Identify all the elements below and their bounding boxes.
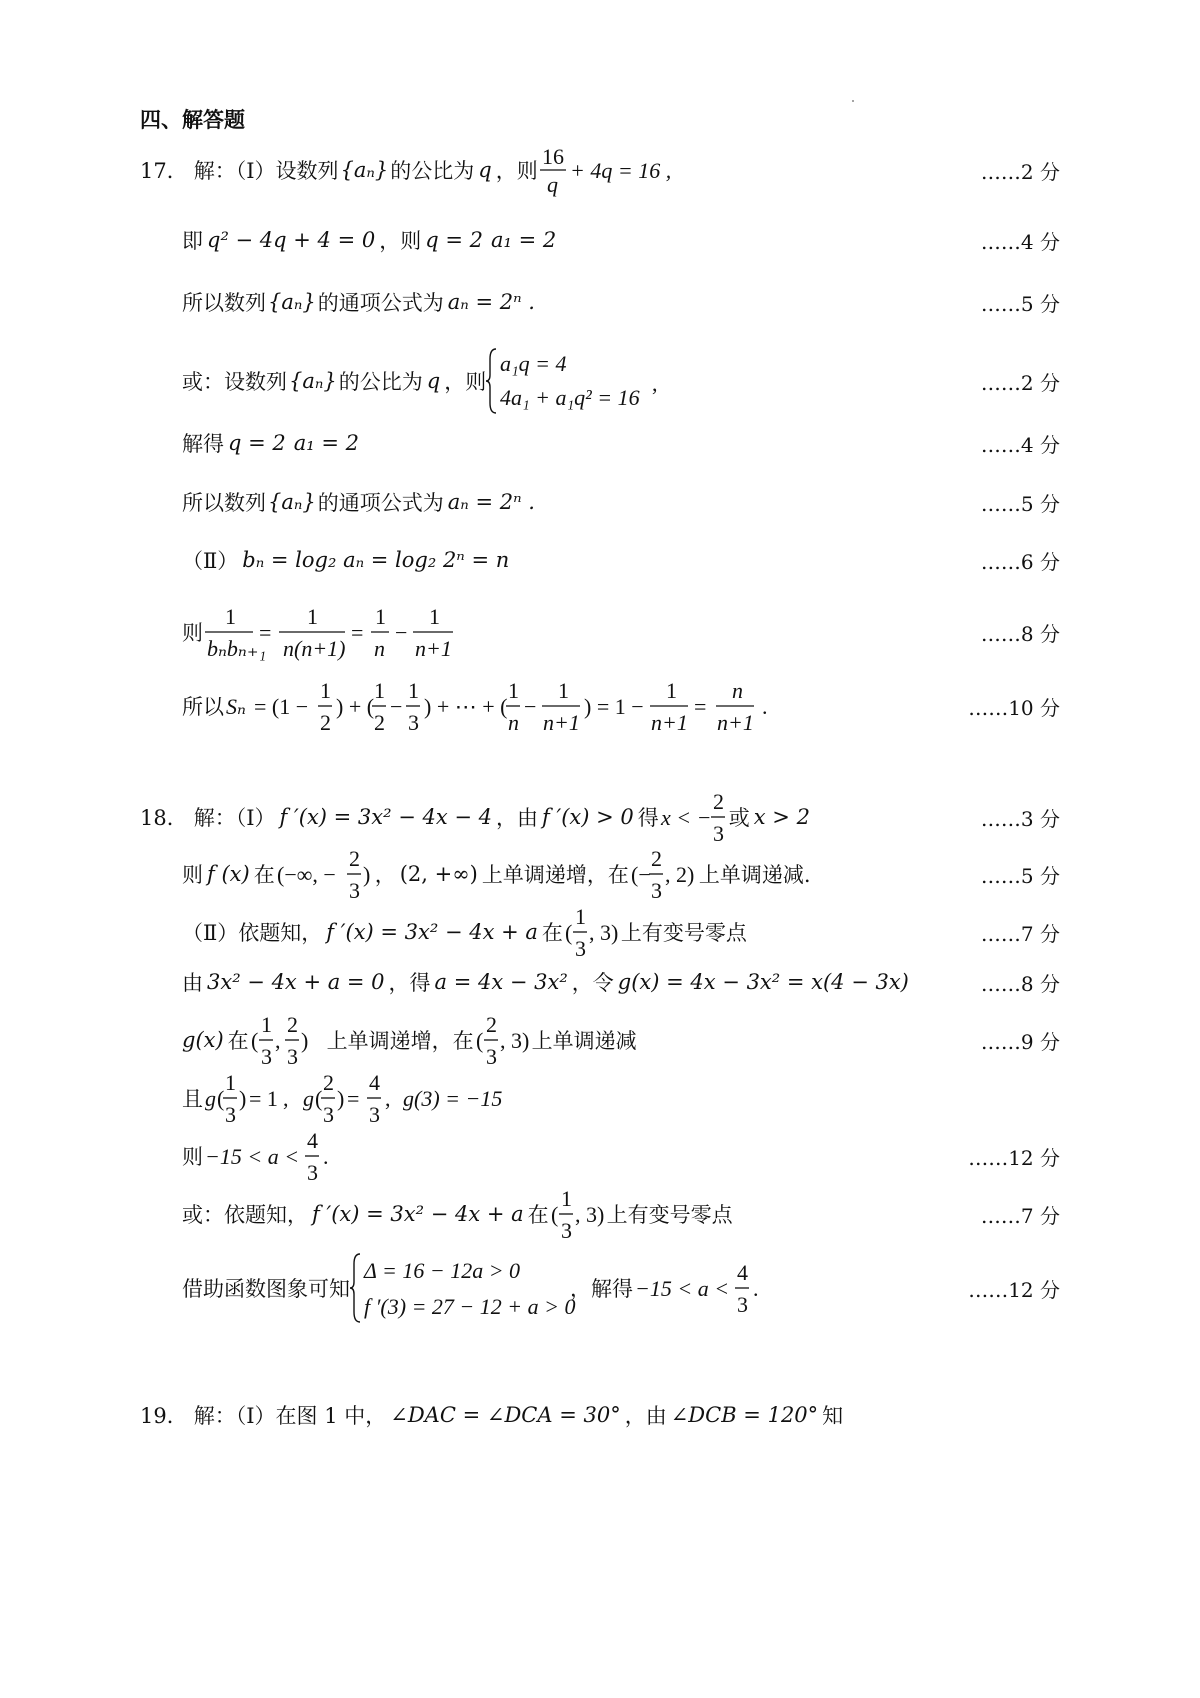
section-title: 四、解答题 <box>140 108 245 132</box>
svg-text:1: 1 <box>508 678 519 703</box>
math-a1-eq-2: a₁ = 2 <box>293 431 359 455</box>
svg-text:(: ( <box>217 1086 225 1111</box>
svg-text:x < −: x < − <box>660 805 712 830</box>
svg-text:g: g <box>205 1086 216 1111</box>
text: 得 <box>637 806 659 830</box>
svg-text:1: 1 <box>574 904 586 929</box>
svg-text:n: n <box>374 636 385 661</box>
svg-text:=: = <box>694 694 707 719</box>
svg-text:2: 2 <box>348 846 360 871</box>
q18-line-1 <box>140 785 1060 849</box>
q18-number: 18． <box>140 806 188 830</box>
math-q-eq-2: q = 2 <box>228 431 286 455</box>
svg-text:.: . <box>323 1144 329 1169</box>
text: 解：（Ⅰ）在图 1 中， <box>193 1404 387 1428</box>
text: 所以数列 <box>182 291 266 315</box>
svg-text:Δ = 16 − 12a > 0: Δ = 16 − 12a > 0 <box>364 1258 521 1283</box>
text: ，令 <box>571 971 614 995</box>
math-system-1 <box>486 345 666 417</box>
math-telescoping <box>203 600 483 664</box>
svg-text:2: 2 <box>323 1070 334 1095</box>
svg-text:, 2): , 2) <box>664 862 695 887</box>
text: ，得 <box>388 971 431 995</box>
q17-line-8 <box>182 600 1060 664</box>
svg-text:,: , <box>283 1086 289 1111</box>
math-x-gt-2: x > 2 <box>753 805 810 829</box>
math-angle-dcb: ∠DCB = 120° <box>670 1403 819 1427</box>
svg-text:4: 4 <box>307 1128 318 1153</box>
text: 且 <box>182 1087 203 1111</box>
math-q: q <box>478 158 492 182</box>
svg-text:2: 2 <box>320 710 331 735</box>
svg-text:Sₙ: Sₙ <box>226 694 246 719</box>
score: ……5 分 <box>980 863 1060 888</box>
text: 上有变号零点 <box>620 921 747 945</box>
svg-text:g(3) = −15: g(3) = −15 <box>403 1086 503 1111</box>
math-system-2 <box>350 1250 576 1326</box>
svg-text:=: = <box>351 620 364 645</box>
svg-text:) = 1 −: ) = 1 − <box>584 694 644 719</box>
svg-text:1: 1 <box>558 678 569 703</box>
q17-line-4 <box>182 345 1060 417</box>
math-interval-3 <box>629 842 699 906</box>
svg-text:4a₁ + a₁q² = 16: 4a₁ + a₁q² = 16 <box>500 385 640 410</box>
math-x-lt-neg-2-3 <box>659 785 729 849</box>
svg-text:3: 3 <box>574 936 586 961</box>
q17-line-9 <box>182 674 1060 738</box>
math-seq: {aₙ} <box>268 290 316 314</box>
svg-text:n+1: n+1 <box>651 710 688 735</box>
svg-text:2: 2 <box>374 710 385 735</box>
text: 上单调递增，在 <box>326 1029 474 1053</box>
math-fprime-gt0: f ′(x) > 0 <box>542 805 634 829</box>
math-sum-Sn <box>224 674 784 738</box>
svg-text:a₁q = 4: a₁q = 4 <box>500 351 567 376</box>
text: 的通项公式为 <box>317 491 444 515</box>
svg-text:1: 1 <box>666 678 677 703</box>
svg-text:1: 1 <box>225 604 236 629</box>
svg-text:−: − <box>395 620 408 645</box>
text: 的公比为 <box>390 159 475 183</box>
text: 所以 <box>182 695 224 719</box>
text: 上有变号零点 <box>606 1203 733 1227</box>
text: 的通项公式为 <box>317 291 444 315</box>
svg-text:n(n+1): n(n+1) <box>283 636 346 661</box>
math-g-values <box>203 1066 563 1130</box>
svg-text:3: 3 <box>560 1218 572 1243</box>
score: ……4 分 <box>980 229 1060 254</box>
text: 在 <box>527 1203 549 1227</box>
svg-text:−15 < a <: −15 < a < <box>635 1276 730 1301</box>
svg-text:3: 3 <box>307 1160 318 1185</box>
svg-text:n+1: n+1 <box>717 710 754 735</box>
text: 在 <box>541 921 563 945</box>
q18-line-8 <box>182 1182 1060 1246</box>
svg-text:bₙbₙ₊₁: bₙbₙ₊₁ <box>207 636 267 661</box>
svg-text:g: g <box>303 1086 314 1111</box>
svg-text:(: ( <box>564 920 573 945</box>
q19-line-1 <box>140 1385 1060 1445</box>
svg-text:, 3): , 3) <box>588 920 619 945</box>
svg-text:1: 1 <box>260 1012 272 1037</box>
text: 或 <box>728 806 750 830</box>
svg-text:): ) <box>362 862 371 887</box>
score: ……4 分 <box>980 432 1060 457</box>
text: ，由 <box>624 1404 667 1428</box>
score: ……10 分 <box>968 695 1060 720</box>
math-g-expr: g(x) = 4x − 3x² = x(4 − 3x) <box>617 970 909 994</box>
q18-line-6 <box>182 1066 1060 1130</box>
svg-text:1: 1 <box>408 678 419 703</box>
svg-text:3: 3 <box>408 710 419 735</box>
svg-text:): ) <box>239 1086 247 1111</box>
svg-text:2: 2 <box>485 1012 497 1037</box>
text: 知 <box>822 1404 844 1428</box>
text: 上单调递减. <box>698 863 811 887</box>
scan-speck <box>852 100 854 102</box>
score: ……8 分 <box>980 621 1060 646</box>
svg-text:.: . <box>762 694 768 719</box>
math-fprime-a: f ′(x) = 3x² − 4x + a <box>312 1202 524 1226</box>
text: 解：（Ⅰ） <box>193 806 276 830</box>
text: 则 <box>182 863 203 887</box>
text: 则 <box>182 1145 203 1169</box>
text: 或：依题知， <box>182 1203 308 1227</box>
score: ……2 分 <box>980 159 1060 184</box>
math-an-formula: aₙ = 2ⁿ . <box>447 290 535 314</box>
svg-text:n: n <box>732 678 743 703</box>
svg-text:+ 4q = 16 ,: + 4q = 16 , <box>569 158 671 183</box>
svg-text:1: 1 <box>429 604 440 629</box>
q17-line-1 <box>140 140 1060 200</box>
svg-text:3: 3 <box>650 878 662 903</box>
svg-text:3: 3 <box>348 878 360 903</box>
svg-text:= (1 −: = (1 − <box>254 694 309 719</box>
svg-text:,: , <box>385 1086 391 1111</box>
text: 则 <box>182 621 203 645</box>
math-equation: 3x² − 4x + a = 0 <box>207 970 385 994</box>
svg-text:4: 4 <box>369 1070 380 1095</box>
score: ……3 分 <box>980 806 1060 831</box>
text: ，则 <box>444 370 487 394</box>
math-a-range-2 <box>633 1250 773 1326</box>
score: ……12 分 <box>968 1145 1060 1170</box>
q17-line-3 <box>182 272 1060 332</box>
svg-text:−: − <box>524 694 537 719</box>
svg-text:): ) <box>300 1028 308 1053</box>
svg-text:3: 3 <box>323 1102 334 1127</box>
math-a1-eq-2: a₁ = 2 <box>490 228 557 252</box>
svg-text:3: 3 <box>485 1044 497 1069</box>
svg-text:n+1: n+1 <box>415 636 452 661</box>
text: ， <box>374 863 396 887</box>
math-interval-1 <box>275 842 375 906</box>
math-quadratic: q² − 4q + 4 = 0 <box>207 228 376 252</box>
svg-text:=: = <box>259 620 272 645</box>
math-fx: f (x) <box>207 862 250 886</box>
svg-text:(−∞, −: (−∞, − <box>276 862 336 887</box>
svg-text:3: 3 <box>286 1044 298 1069</box>
text: 的公比为 <box>338 370 423 394</box>
score: ……7 分 <box>980 1203 1060 1228</box>
math-angle-eq: ∠DAC = ∠DCA = 30° <box>390 1403 621 1427</box>
math-q: q <box>426 369 441 393</box>
score: ……6 分 <box>980 549 1060 574</box>
math-interval-13-3 <box>549 1182 607 1246</box>
svg-text:(: ( <box>315 1086 323 1111</box>
svg-text:n: n <box>508 710 519 735</box>
svg-text:4: 4 <box>737 1260 748 1285</box>
svg-text:3: 3 <box>712 821 724 846</box>
math-interval-2: (2, +∞) <box>399 862 478 886</box>
text: 由 <box>182 971 203 995</box>
svg-text:16: 16 <box>541 144 564 169</box>
svg-text:1: 1 <box>320 678 331 703</box>
math-interval-23-3 <box>474 1008 532 1072</box>
svg-text:3: 3 <box>225 1102 236 1127</box>
score: ……2 分 <box>980 370 1060 395</box>
svg-text:−15 < a <: −15 < a < <box>205 1144 300 1169</box>
svg-text:,: , <box>652 371 658 396</box>
text: 在 <box>253 863 275 887</box>
text: 解得 <box>182 432 224 456</box>
svg-text:f ′(3) = 27 − 12 + a > 0: f ′(3) = 27 − 12 + a > 0 <box>364 1294 576 1319</box>
svg-text:−: − <box>390 694 403 719</box>
svg-text:2: 2 <box>650 846 662 871</box>
q18-line-9 <box>182 1250 1060 1326</box>
svg-text:=: = <box>347 1086 360 1111</box>
svg-text:): ) <box>337 1086 345 1111</box>
math-a-range <box>203 1124 343 1188</box>
text: ，由 <box>496 806 539 830</box>
svg-text:1: 1 <box>375 604 386 629</box>
q17-line-7 <box>182 530 1060 590</box>
text: 所以数列 <box>182 491 266 515</box>
svg-text:1: 1 <box>374 678 385 703</box>
score: ……5 分 <box>980 491 1060 516</box>
text: 即 <box>182 229 203 253</box>
text: 上单调递增，在 <box>481 863 629 887</box>
q19-number: 19． <box>140 1404 188 1428</box>
text: ，则 <box>495 159 538 183</box>
svg-text:(: ( <box>550 1202 558 1227</box>
math-fprime-a: f ′(x) = 3x² − 4x + a <box>326 920 538 944</box>
text: ，解得 <box>570 1277 633 1301</box>
q18-line-7 <box>182 1124 1060 1188</box>
q18-line-2 <box>182 842 1060 906</box>
math-interval-13-23 <box>249 1008 327 1072</box>
svg-text:) + (: ) + ( <box>336 694 375 719</box>
svg-text:(: ( <box>475 1028 483 1053</box>
svg-text:2: 2 <box>286 1012 298 1037</box>
svg-text:,: , <box>274 1028 281 1053</box>
svg-text:, 3): , 3) <box>499 1028 529 1053</box>
svg-text:) + ⋯ + (: ) + ⋯ + ( <box>424 694 508 719</box>
svg-text:3: 3 <box>737 1292 748 1317</box>
text: ，则 <box>379 229 422 253</box>
math-seq: {aₙ} <box>340 158 389 182</box>
score: ……9 分 <box>980 1029 1060 1054</box>
q18-line-4 <box>182 952 1060 1012</box>
math-gx: g(x) <box>182 1028 224 1052</box>
q17-line-6 <box>182 472 1060 532</box>
text: 在 <box>227 1029 249 1053</box>
svg-text:3: 3 <box>369 1102 380 1127</box>
score: ……12 分 <box>968 1277 1060 1302</box>
svg-text:(−: (− <box>630 862 651 887</box>
math-seq: {aₙ} <box>268 490 316 514</box>
math-fprime: f ′(x) = 3x² − 4x − 4 <box>279 805 493 829</box>
q18-line-5 <box>182 1008 1060 1072</box>
score: ……7 分 <box>980 921 1060 946</box>
q17-line-2 <box>182 210 1060 270</box>
math-eq-16-over-q <box>538 140 678 200</box>
svg-text:1: 1 <box>307 604 318 629</box>
svg-text:1: 1 <box>225 1070 236 1095</box>
svg-text:1: 1 <box>560 1186 572 1211</box>
svg-text:n+1: n+1 <box>543 710 580 735</box>
score: ……5 分 <box>980 291 1060 316</box>
math-an-formula: aₙ = 2ⁿ . <box>447 490 535 514</box>
text: 借助函数图象可知 <box>182 1277 350 1301</box>
text: （Ⅱ） <box>182 549 239 573</box>
math-q-eq-2: q = 2 <box>425 228 483 252</box>
svg-text:, 3): , 3) <box>574 1202 604 1227</box>
svg-text:2: 2 <box>712 789 724 814</box>
math-bn: bₙ = log₂ aₙ = log₂ 2ⁿ = n <box>242 548 510 572</box>
math-seq: {aₙ} <box>289 369 337 393</box>
text: 解：（Ⅰ）设数列 <box>193 159 339 183</box>
svg-text:.: . <box>753 1276 759 1301</box>
svg-text:q: q <box>546 172 558 197</box>
math-a-expr: a = 4x − 3x² <box>434 970 568 994</box>
text: 上单调递减 <box>531 1029 637 1053</box>
text: （Ⅱ）依题知， <box>182 921 323 945</box>
score: ……8 分 <box>980 971 1060 996</box>
svg-text:= 1: = 1 <box>249 1086 278 1111</box>
text: 或：设数列 <box>182 370 287 394</box>
q17-line-5 <box>182 413 1060 473</box>
q17-number: 17． <box>140 159 188 183</box>
svg-text:3: 3 <box>260 1044 272 1069</box>
svg-text:(: ( <box>250 1028 258 1053</box>
